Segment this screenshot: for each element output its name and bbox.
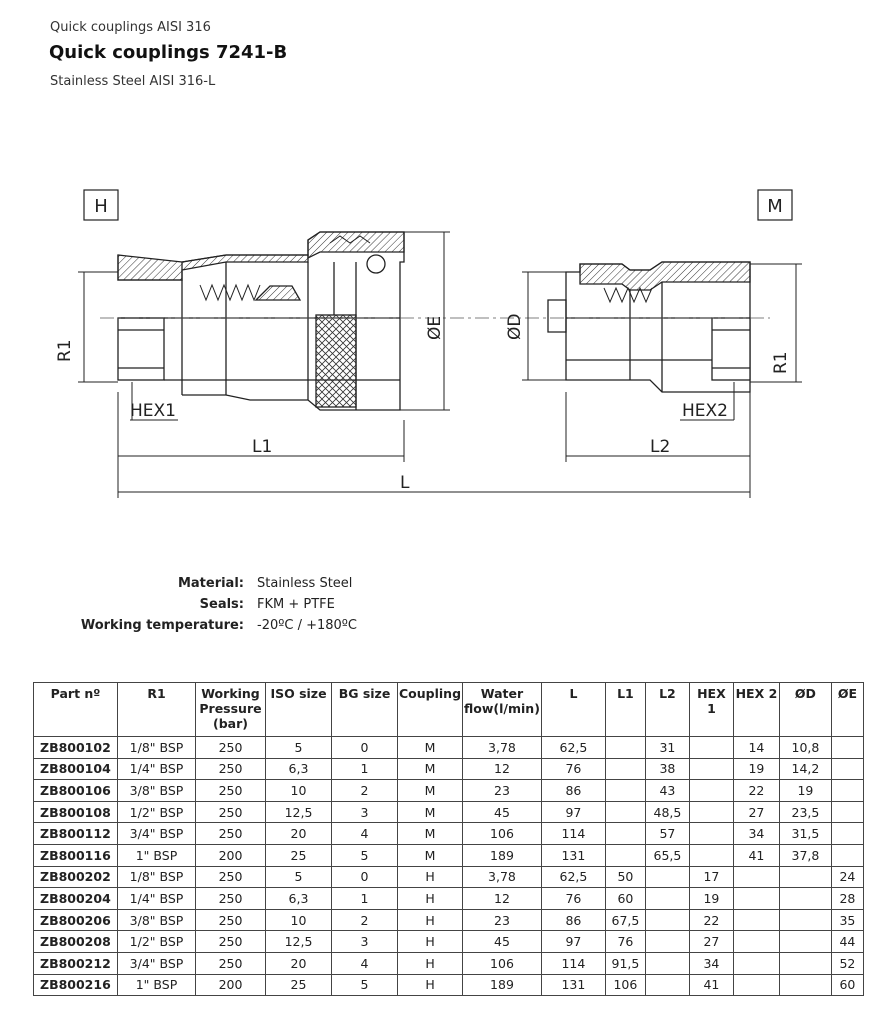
cell-part: ZB800108 [34,801,118,823]
col-header-iso-size: ISO size [266,683,332,737]
cell-l2: 31 [645,737,689,759]
cell-part: ZB800116 [34,844,118,866]
label-h-box [84,190,118,220]
cell-l2: 65,5 [645,844,689,866]
cell-bg-size: 5 [332,844,398,866]
cell-oe [831,801,863,823]
cell-oe [831,737,863,759]
cell-l2: 57 [645,823,689,845]
cell-water-flow: 23 [463,780,542,802]
cell-working-pressure: 250 [196,888,266,910]
cell-hex1 [689,844,733,866]
cell-working-pressure: 250 [196,952,266,974]
cell-part: ZB800208 [34,931,118,953]
cell-r1: 3/4" BSP [118,823,196,845]
cell-od: 10,8 [779,737,831,759]
cell-r1: 1/8" BSP [118,737,196,759]
cell-iso-size: 12,5 [266,931,332,953]
cell-l1 [605,801,645,823]
cell-water-flow: 3,78 [463,737,542,759]
cell-iso-size: 20 [266,823,332,845]
cell-iso-size: 20 [266,952,332,974]
cell-l: 86 [541,909,605,931]
cell-coupling: H [398,909,463,931]
cell-od [779,952,831,974]
cell-coupling: M [398,780,463,802]
page-title: Quick couplings 7241-B [49,42,288,63]
cell-bg-size: 1 [332,888,398,910]
cell-coupling: H [398,888,463,910]
cell-hex1: 22 [689,909,733,931]
table-row [34,823,864,845]
table-row [34,780,864,802]
cell-l: 97 [541,801,605,823]
cell-r1: 1/8" BSP [118,866,196,888]
table-row [34,931,864,953]
cell-hex2 [733,888,779,910]
cell-od [779,931,831,953]
cell-r1: 1" BSP [118,844,196,866]
col-header-oe: ØE [831,683,863,737]
table-row [34,844,864,866]
spec-value: FKM + PTFE [257,597,335,612]
cell-oe: 52 [831,952,863,974]
cell-r1: 1/4" BSP [118,758,196,780]
cell-hex2 [733,866,779,888]
cell-hex1 [689,801,733,823]
cell-coupling: H [398,866,463,888]
cell-oe: 24 [831,866,863,888]
cell-hex2: 19 [733,758,779,780]
cell-bg-size: 2 [332,909,398,931]
cell-oe [831,780,863,802]
cell-iso-size: 10 [266,909,332,931]
cell-hex1: 19 [689,888,733,910]
cell-hex1: 17 [689,866,733,888]
cell-bg-size: 0 [332,737,398,759]
cell-working-pressure: 250 [196,823,266,845]
col-header-hex2: HEX 2 [733,683,779,737]
cell-r1: 1/2" BSP [118,931,196,953]
cell-hex2: 34 [733,823,779,845]
label-oe: ØE [425,315,445,340]
cell-hex2 [733,974,779,996]
cell-r1: 1/4" BSP [118,888,196,910]
col-header-l2: L2 [645,683,689,737]
cell-water-flow: 106 [463,952,542,974]
cell-water-flow: 45 [463,801,542,823]
cell-l1: 91,5 [605,952,645,974]
cell-hex1: 34 [689,952,733,974]
cell-r1: 1/2" BSP [118,801,196,823]
cell-l1: 50 [605,866,645,888]
cell-l2: 43 [645,780,689,802]
cell-working-pressure: 200 [196,974,266,996]
cell-od: 37,8 [779,844,831,866]
table-row [34,758,864,780]
cell-od [779,909,831,931]
cell-coupling: M [398,823,463,845]
cell-coupling: M [398,801,463,823]
cell-coupling: H [398,974,463,996]
cell-hex1 [689,823,733,845]
table-row [34,952,864,974]
male-coupling-m [548,262,750,392]
spec-material [0,576,895,596]
cell-bg-size: 0 [332,866,398,888]
cell-r1: 3/8" BSP [118,780,196,802]
cell-od [779,974,831,996]
cell-part: ZB800206 [34,909,118,931]
cell-hex1 [689,737,733,759]
cell-l: 86 [541,780,605,802]
cell-part: ZB800216 [34,974,118,996]
cell-part: ZB800104 [34,758,118,780]
cell-bg-size: 1 [332,758,398,780]
cell-bg-size: 2 [332,780,398,802]
cell-l1 [605,737,645,759]
cell-water-flow: 3,78 [463,866,542,888]
cell-od [779,866,831,888]
cell-l2 [645,952,689,974]
cell-r1: 1" BSP [118,974,196,996]
col-header-l1: L1 [605,683,645,737]
cell-od [779,888,831,910]
table-header-row [34,683,864,737]
cell-l: 131 [541,844,605,866]
cell-hex2: 41 [733,844,779,866]
cell-hex1: 41 [689,974,733,996]
cell-od: 19 [779,780,831,802]
cell-hex1 [689,758,733,780]
cell-iso-size: 6,3 [266,888,332,910]
dimension-labels [55,314,791,493]
cell-od: 14,2 [779,758,831,780]
table-row [34,801,864,823]
cell-working-pressure: 250 [196,866,266,888]
table-row [34,866,864,888]
col-header-hex1: HEX 1 [689,683,733,737]
table-row [34,888,864,910]
cell-l: 62,5 [541,866,605,888]
cell-coupling: M [398,737,463,759]
cell-r1: 3/4" BSP [118,952,196,974]
cell-coupling: M [398,844,463,866]
cell-r1: 3/8" BSP [118,909,196,931]
page-subtitle: Stainless Steel AISI 316-L [50,74,216,89]
cell-hex2: 27 [733,801,779,823]
cell-iso-size: 25 [266,974,332,996]
label-hex1: HEX1 [130,401,176,421]
cell-iso-size: 6,3 [266,758,332,780]
cell-iso-size: 5 [266,866,332,888]
spec-value: Stainless Steel [257,576,353,591]
cell-oe: 44 [831,931,863,953]
label-m-box [758,190,792,220]
cell-water-flow: 12 [463,758,542,780]
cell-working-pressure: 200 [196,844,266,866]
female-coupling-h [118,232,404,410]
cell-part: ZB800106 [34,780,118,802]
label-h: H [94,196,108,217]
cell-hex1 [689,780,733,802]
cell-hex1: 27 [689,931,733,953]
cell-coupling: M [398,758,463,780]
spec-seals [0,597,895,617]
cell-oe: 28 [831,888,863,910]
cell-l: 114 [541,952,605,974]
parts-table-body [34,737,864,996]
cell-water-flow: 106 [463,823,542,845]
label-r1-right: R1 [771,351,791,374]
cell-l: 62,5 [541,737,605,759]
cell-working-pressure: 250 [196,801,266,823]
cell-l1 [605,780,645,802]
cell-l: 76 [541,758,605,780]
label-r1-left: R1 [55,339,75,362]
cell-iso-size: 12,5 [266,801,332,823]
label-m: M [767,196,783,217]
cell-bg-size: 4 [332,823,398,845]
breadcrumb: Quick couplings AISI 316 [50,20,211,35]
col-header-bg-size: BG size [332,683,398,737]
spec-label: Seals: [199,597,244,612]
table-row [34,737,864,759]
cell-l1: 67,5 [605,909,645,931]
cell-oe: 60 [831,974,863,996]
cell-oe: 35 [831,909,863,931]
cell-l: 131 [541,974,605,996]
cell-l2 [645,931,689,953]
cell-water-flow: 12 [463,888,542,910]
label-hex2: HEX2 [682,401,728,421]
cell-l1 [605,844,645,866]
cell-iso-size: 10 [266,780,332,802]
cell-l: 76 [541,888,605,910]
cell-l: 97 [541,931,605,953]
cell-bg-size: 5 [332,974,398,996]
cell-iso-size: 25 [266,844,332,866]
spec-working-temperature [0,618,895,638]
cell-part: ZB800202 [34,866,118,888]
cell-oe [831,758,863,780]
cell-l2 [645,974,689,996]
cell-l2 [645,888,689,910]
cell-water-flow: 45 [463,931,542,953]
cell-part: ZB800102 [34,737,118,759]
cell-hex2: 14 [733,737,779,759]
cell-l1: 106 [605,974,645,996]
spec-label: Material: [177,576,244,591]
cell-l1 [605,758,645,780]
cell-hex2 [733,931,779,953]
cell-working-pressure: 250 [196,758,266,780]
cell-bg-size: 3 [332,801,398,823]
col-header-water-flow: Water flow(l/min) [463,683,542,737]
cell-l: 114 [541,823,605,845]
cell-iso-size: 5 [266,737,332,759]
table-row [34,974,864,996]
spec-label: Working temperature: [80,618,244,633]
cell-bg-size: 4 [332,952,398,974]
cell-od: 31,5 [779,823,831,845]
col-header-part: Part nº [34,683,118,737]
col-header-od: ØD [779,683,831,737]
cell-l2: 48,5 [645,801,689,823]
cell-water-flow: 23 [463,909,542,931]
coupling-technical-drawing [0,170,895,510]
cell-bg-size: 3 [332,931,398,953]
col-header-working-pressure: Working Pressure (bar) [196,683,266,737]
table-row [34,909,864,931]
cell-l1: 76 [605,931,645,953]
col-header-l: L [541,683,605,737]
col-header-r1: R1 [118,683,196,737]
parts-table [33,682,864,996]
cell-l2 [645,909,689,931]
cell-working-pressure: 250 [196,931,266,953]
cell-od: 23,5 [779,801,831,823]
spec-value: -20ºC / +180ºC [257,618,357,633]
label-l: L [400,473,410,493]
cell-l1 [605,823,645,845]
cell-l2: 38 [645,758,689,780]
label-l2: L2 [650,437,671,457]
cell-oe [831,823,863,845]
cell-working-pressure: 250 [196,780,266,802]
cell-part: ZB800204 [34,888,118,910]
cell-hex2 [733,909,779,931]
cell-l2 [645,866,689,888]
cell-l1: 60 [605,888,645,910]
cell-coupling: H [398,931,463,953]
cell-hex2 [733,952,779,974]
cell-oe [831,844,863,866]
label-l1: L1 [252,437,273,457]
cell-hex2: 22 [733,780,779,802]
label-od: ØD [505,313,525,340]
cell-working-pressure: 250 [196,737,266,759]
cell-water-flow: 189 [463,844,542,866]
cell-working-pressure: 250 [196,909,266,931]
cell-part: ZB800212 [34,952,118,974]
cell-part: ZB800112 [34,823,118,845]
cell-coupling: H [398,952,463,974]
cell-water-flow: 189 [463,974,542,996]
col-header-coupling: Coupling [398,683,463,737]
